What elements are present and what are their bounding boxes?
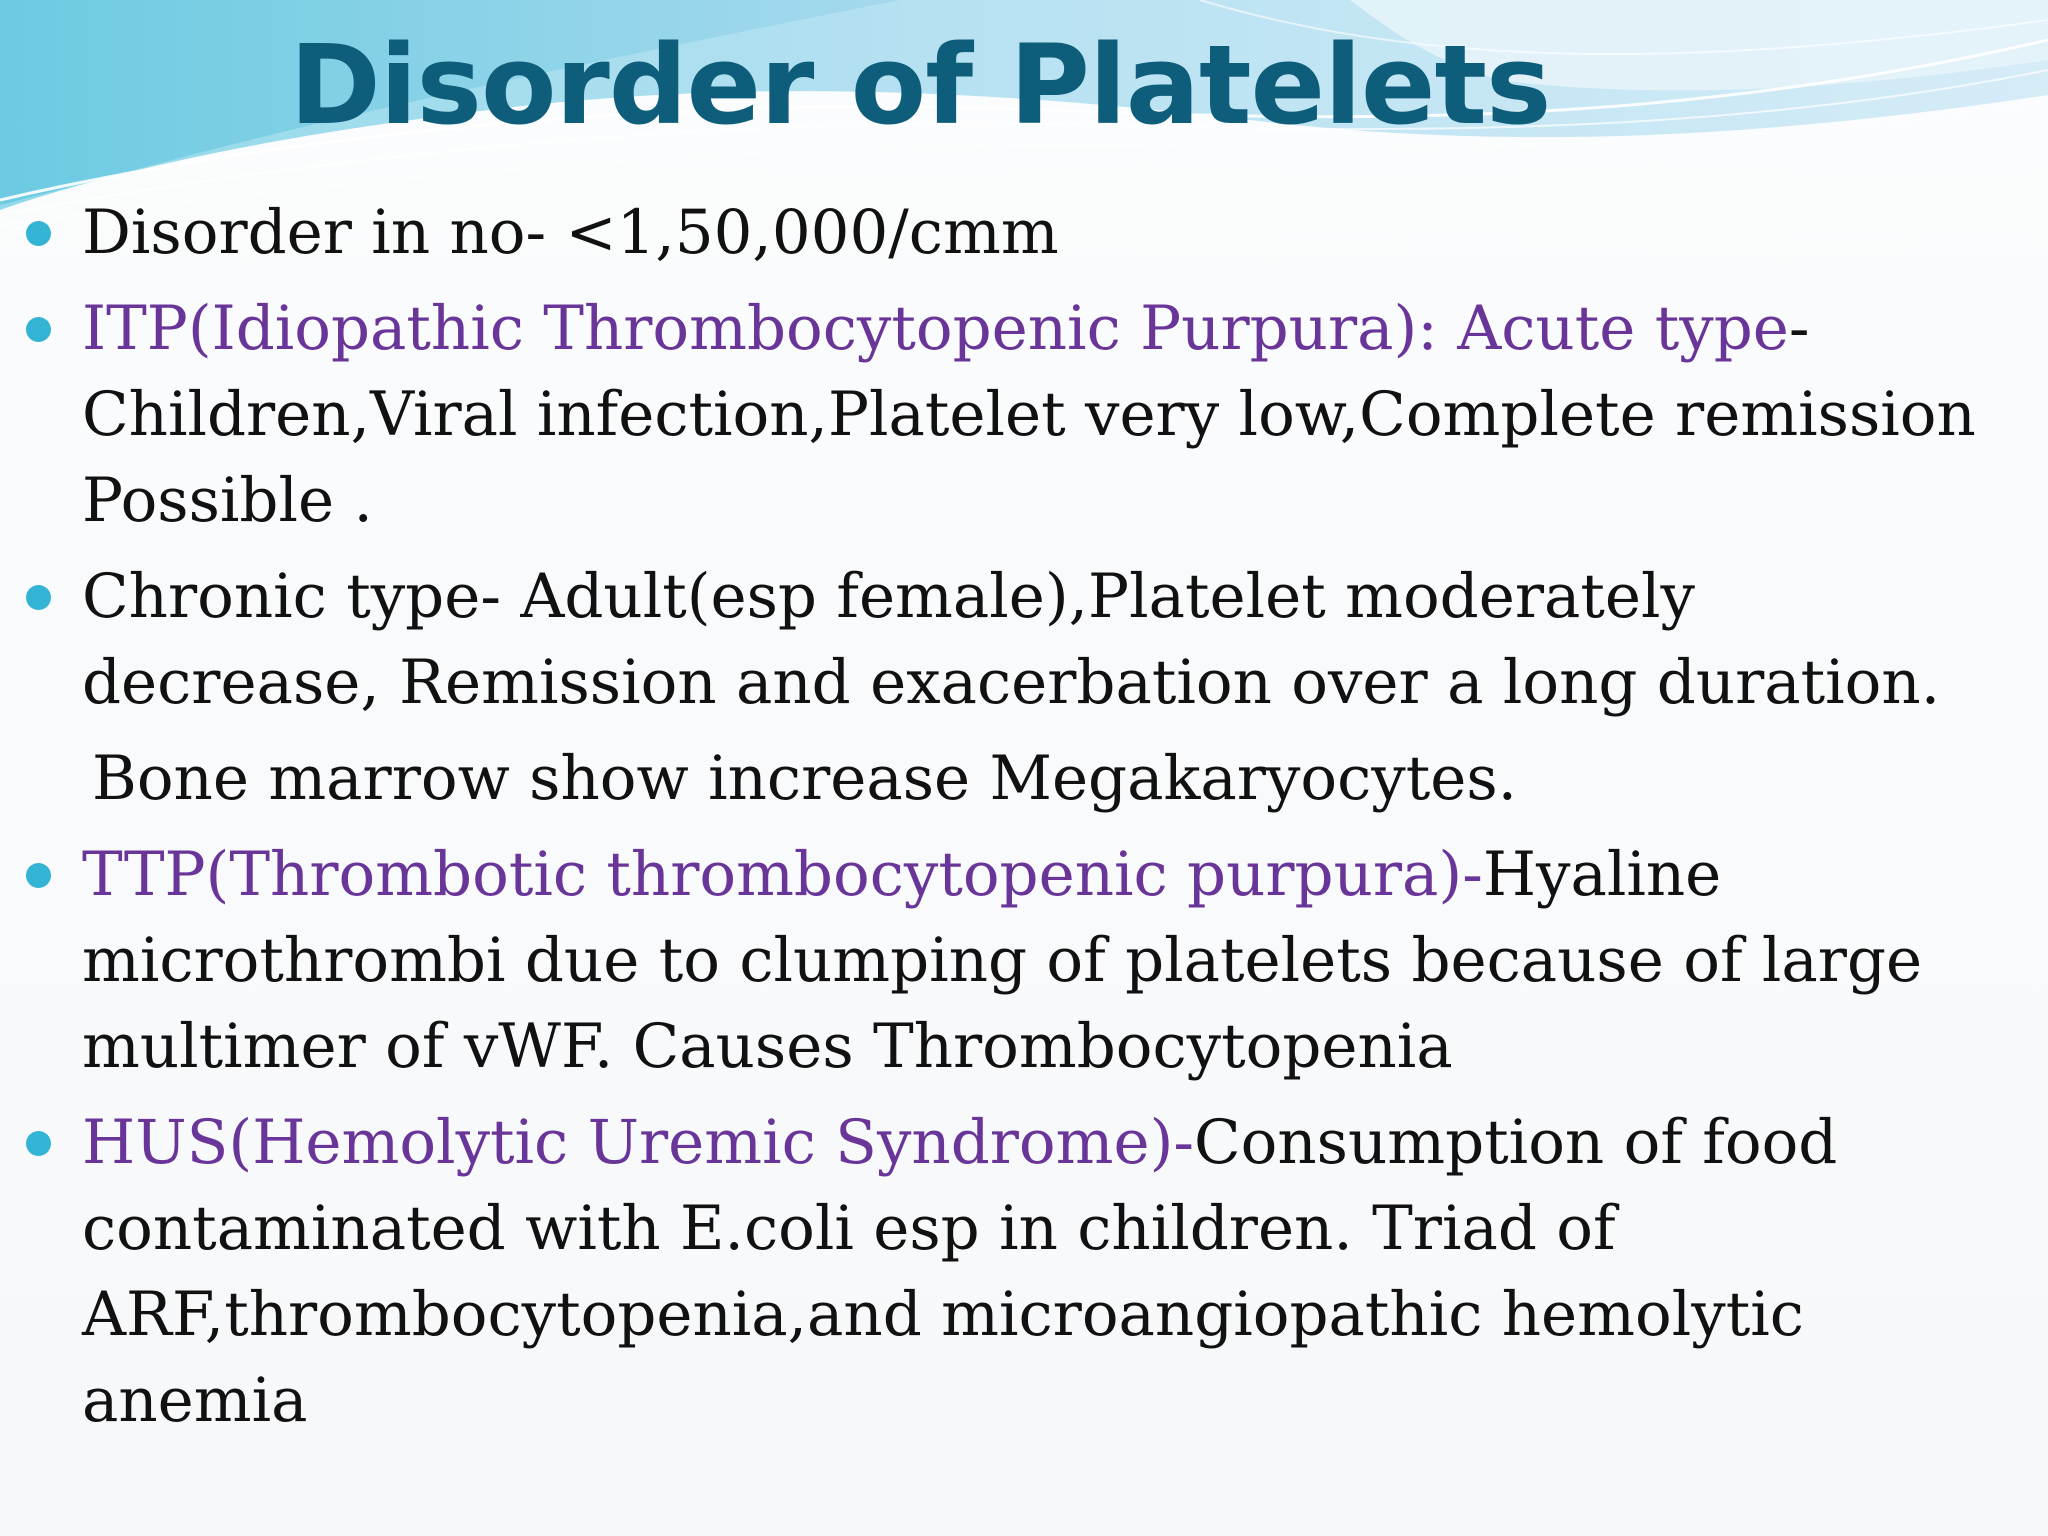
bullet-dot-icon — [26, 863, 51, 888]
list-item — [22, 286, 2012, 544]
bullet-dot-icon — [26, 221, 51, 246]
item-highlight: ITP(Idiopathic Thrombocytopenic Purpura): Acute type — [82, 293, 1789, 364]
bullet-dot-icon — [26, 1131, 51, 1156]
item-text: Hyaline microthrombi due to clumping of platelets because of large multimer of vWF. Causes Thrombocytopenia — [82, 839, 1923, 1082]
item-highlight: TTP(Thrombotic thrombocytopenic purpura)- — [82, 839, 1483, 910]
slide-title: Disorder of Platelets — [289, 21, 1551, 149]
list-item — [22, 736, 2012, 822]
item-text: Bone marrow show increase Megakaryocytes. — [92, 743, 1518, 814]
list-item — [22, 832, 2012, 1090]
list-item — [22, 554, 2012, 726]
item-text: Consumption of food contaminated with E.coli esp in children. Triad of ARF,thrombocytopenia,and microangiopathic hemolytic anemia — [82, 1107, 1838, 1436]
list-item — [22, 190, 2012, 276]
item-text: -Children,Viral infection,Platelet very low,Complete remission Possible . — [82, 293, 1976, 536]
list-item — [22, 1100, 2012, 1444]
bullet-dot-icon — [26, 585, 51, 610]
item-highlight: HUS(Hemolytic Uremic Syndrome)- — [82, 1107, 1194, 1178]
bullet-dot-icon — [26, 317, 51, 342]
bullet-list — [22, 190, 2012, 1454]
item-text: Chronic type- Adult(esp female),Platelet moderately decrease, Remission and exacerbation over a long duration. — [82, 561, 1941, 718]
item-text: Disorder in no- <1,50,000/cmm — [82, 197, 1059, 268]
